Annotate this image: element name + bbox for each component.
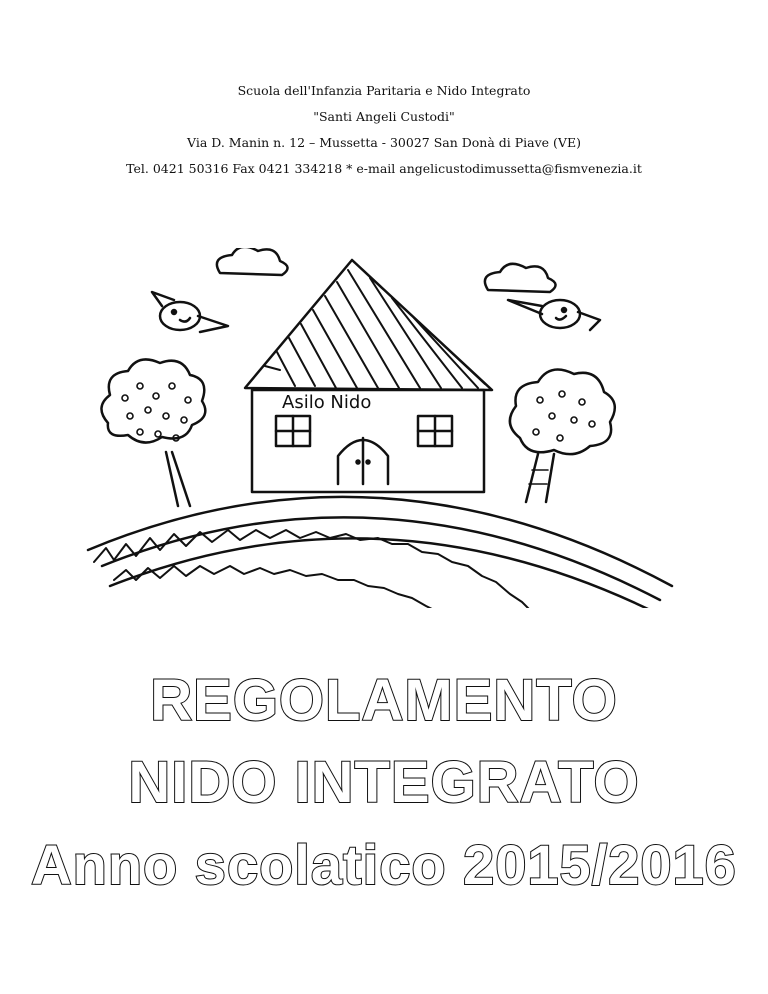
hill xyxy=(88,497,672,608)
document-title xyxy=(0,660,768,906)
title-regolamento: REGOLAMENTO xyxy=(150,668,618,733)
tree-right-icon xyxy=(510,370,615,503)
bird-left-icon xyxy=(152,292,228,332)
school-contacts: Tel. 0421 50316 Fax 0421 334218 * e-mail angelicustodimussetta@fismvenezia.it xyxy=(126,161,642,176)
bird-right-icon xyxy=(508,300,600,330)
house-roof xyxy=(245,260,492,390)
school-address: Via D. Manin n. 12 – Mussetta - 30027 San Donà di Piave (VE) xyxy=(187,135,581,150)
house-door xyxy=(338,438,388,484)
cloud-right-icon xyxy=(485,264,556,292)
title-nido-integrato: NIDO INTEGRATO xyxy=(128,750,640,815)
title-school-year: Anno scolatico 2015/2016 xyxy=(31,833,737,896)
school-name: Scuola dell'Infanzia Paritaria e Nido Integrato xyxy=(237,83,531,98)
window-right xyxy=(418,416,452,446)
kindergarten-drawing xyxy=(80,248,690,608)
window-left xyxy=(276,416,310,446)
school-header xyxy=(0,84,768,188)
cloud-left-icon xyxy=(217,248,288,275)
school-subtitle: "Santi Angeli Custodi" xyxy=(313,109,455,124)
tree-left-icon xyxy=(101,359,205,506)
house-sign: Asilo Nido xyxy=(282,392,372,413)
